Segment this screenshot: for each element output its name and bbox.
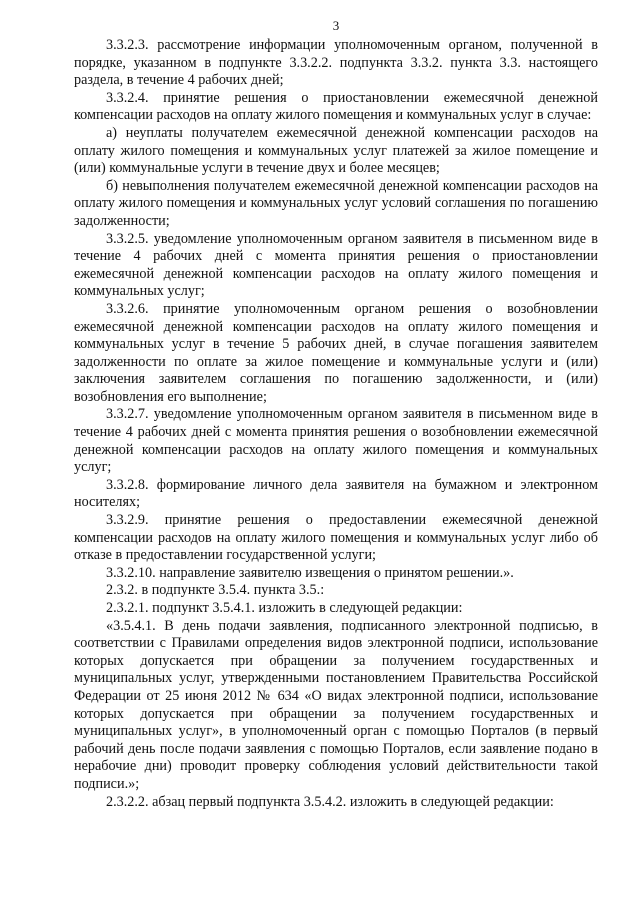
- paragraph-item-b: б) невыполнения получателем ежемесячной денежной компенсации расходов на оплату жилого помещения и коммунальных услуг условий соглашения по погашению задолженности;: [74, 177, 598, 229]
- page-number: 3: [332, 18, 340, 33]
- paragraph-3-3-2-10: 3.3.2.10. направление заявителю извещения о принятом решении.».: [106, 564, 514, 581]
- paragraph-3-3-2-6: 3.3.2.6. принятие уполномоченным органом решения о возобновлении ежемесячной денежной компенсации расходов на оплату жилого помещения и коммунальных услуг в течение 5 рабочих дней, в случае погашения заявителем задолженности по оплате за жилое помещение и коммунальные услуги и (или) заключения заявителем соглашения по погашению задолженности, и (или) возобновления его выполнение;: [74, 300, 598, 405]
- paragraph-item-a: а) неуплаты получателем ежемесячной денежной компенсации расходов на оплату жилого помещения и коммунальных услуг платежей за жилое помещение и (или) коммунальные услуги в течение двух и более месяцев;: [74, 124, 598, 177]
- paragraph-3-3-2-7: 3.3.2.7. уведомление уполномоченным органом заявителя в письменном виде в течение 4 рабочих дней с момента принятия решения о возобновлении ежемесячной денежной компенсации расходов на оплату жилого помещения и коммунальных услуг;: [74, 406, 598, 476]
- paragraph-2-3-2: 2.3.2. в подпункте 3.5.4. пункта 3.5.:: [106, 582, 325, 599]
- paragraph-3-3-2-3: 3.3.2.3. рассмотрение информации уполномоченным органом, полученной в порядке, указанном в подпункте 3.3.2.2. подпункта 3.3.2. пункта 3.3. настоящего раздела, в течение 4 рабочих дней;: [74, 37, 598, 89]
- paragraph-3-3-2-5: 3.3.2.5. уведомление уполномоченным органом заявителя в письменном виде в течение 4 рабочих дней с момента принятия решения о приостановлении ежемесячной денежной компенсации расходов на оплату жилого помещения и коммунальных услуг;: [74, 230, 598, 300]
- paragraph-3-3-2-4: 3.3.2.4. принятие решения о приостановлении ежемесячной денежной компенсации расходов на оплату жилого помещения и коммунальных услуг в случае:: [74, 89, 598, 124]
- paragraph-3-5-4-1: «3.5.4.1. В день подачи заявления, подписанного электронной подписью, в соответствии с Правилами определения видов электронной подписи, использование которых допускается при обращении за получением государственных и муниципальных услуг, утвержденными постановлением Правительства Российской Федерации от 25 июня 2012 № 634 «О видах электронной подписи, использование которых допускается при обращении за получением государственных и муниципальных услуг», в уполномоченный орган с помощью Порталов (в первый рабочий день после подачи заявления с помощью Порталов, если заявление подано в нерабочие дни) проводит проверку соблюдения условий действительности такой подписи.»;: [74, 617, 598, 792]
- paragraph-2-3-2-2: 2.3.2.2. абзац первый подпункта 3.5.4.2. изложить в следующей редакции:: [106, 793, 554, 810]
- paragraph-3-3-2-9: 3.3.2.9. принятие решения о предоставлении ежемесячной денежной компенсации расходов на оплату жилого помещения и коммунальных услуг либо об отказе в предоставлении государственной услуги;: [74, 512, 598, 564]
- paragraph-2-3-2-1: 2.3.2.1. подпункт 3.5.4.1. изложить в следующей редакции:: [106, 600, 463, 616]
- paragraph-3-3-2-8: 3.3.2.8. формирование личного дела заявителя на бумажном и электронном носителях;: [74, 476, 598, 511]
